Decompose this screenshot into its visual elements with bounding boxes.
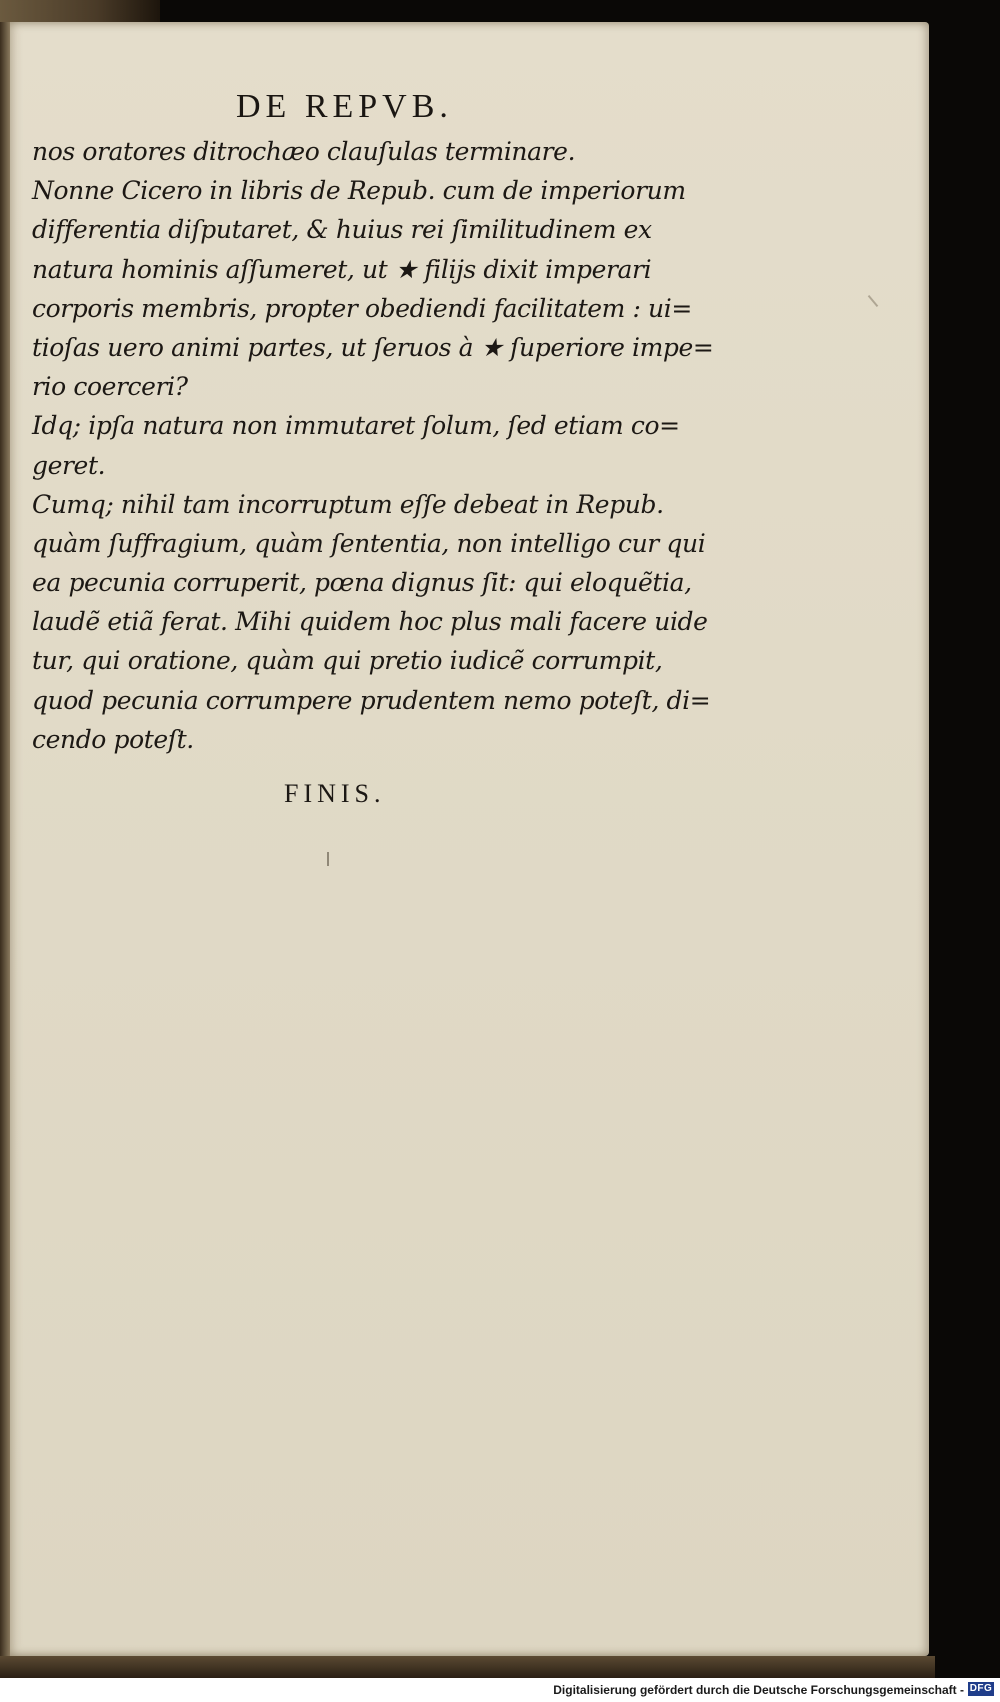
text-line: laudẽ etiã ferat. Mihi quidem hoc plus mali facere uide [32,607,708,637]
text-line: nos oratores ditrochæo clauſulas terminare. [32,137,576,166]
text-line: tioſas uero animi partes, ut ſeruos à ★ ſuperiore impe= [32,332,714,362]
text-line: quod pecunia corrumpere prudentem nemo poteſt, di= [32,685,711,715]
text-line: differentia diſputaret, & huius rei ſimilitudinem ex [32,215,652,245]
body-text [32,132,712,759]
text-line: Nonne Cicero in libris de Repub. cum de imperiorum [32,176,686,206]
text-line: ea pecunia corruperit, pœna dignus ſit: qui eloquẽtia, [32,568,692,598]
text-line: Cumq; nihil tam incorruptum eſſe debeat in Repub. [32,489,664,519]
finis-label: FINIS. [284,779,386,808]
text-line: tur, qui oratione, quàm qui pretio iudicẽ corrumpit, [32,646,663,676]
text-line: rio coerceri? [32,372,188,402]
text-line: cendo poteſt. [32,724,194,754]
running-header: DE REPVB. [236,88,453,125]
text-line: Idq; ipſa natura non immutaret ſolum, ſed etiam co= [32,411,680,441]
book-bottom-edge [0,1656,935,1678]
dfg-logo-icon: DFG [969,1683,993,1694]
footer-credit: Digitalisierung gefördert durch die Deutsche Forschungsgemeinschaft - [553,1683,964,1697]
text-line: quàm ſuffragium, quàm ſententia, non intelligo cur qui [32,528,706,558]
text-line: natura hominis aſſumeret, ut ★ filijs dixit imperari [32,254,652,284]
ink-mark [327,852,329,866]
book-gutter [0,22,10,1662]
text-line: corporis membris, propter obediendi facilitatem : ui= [32,293,692,323]
text-line: geret. [32,450,106,480]
